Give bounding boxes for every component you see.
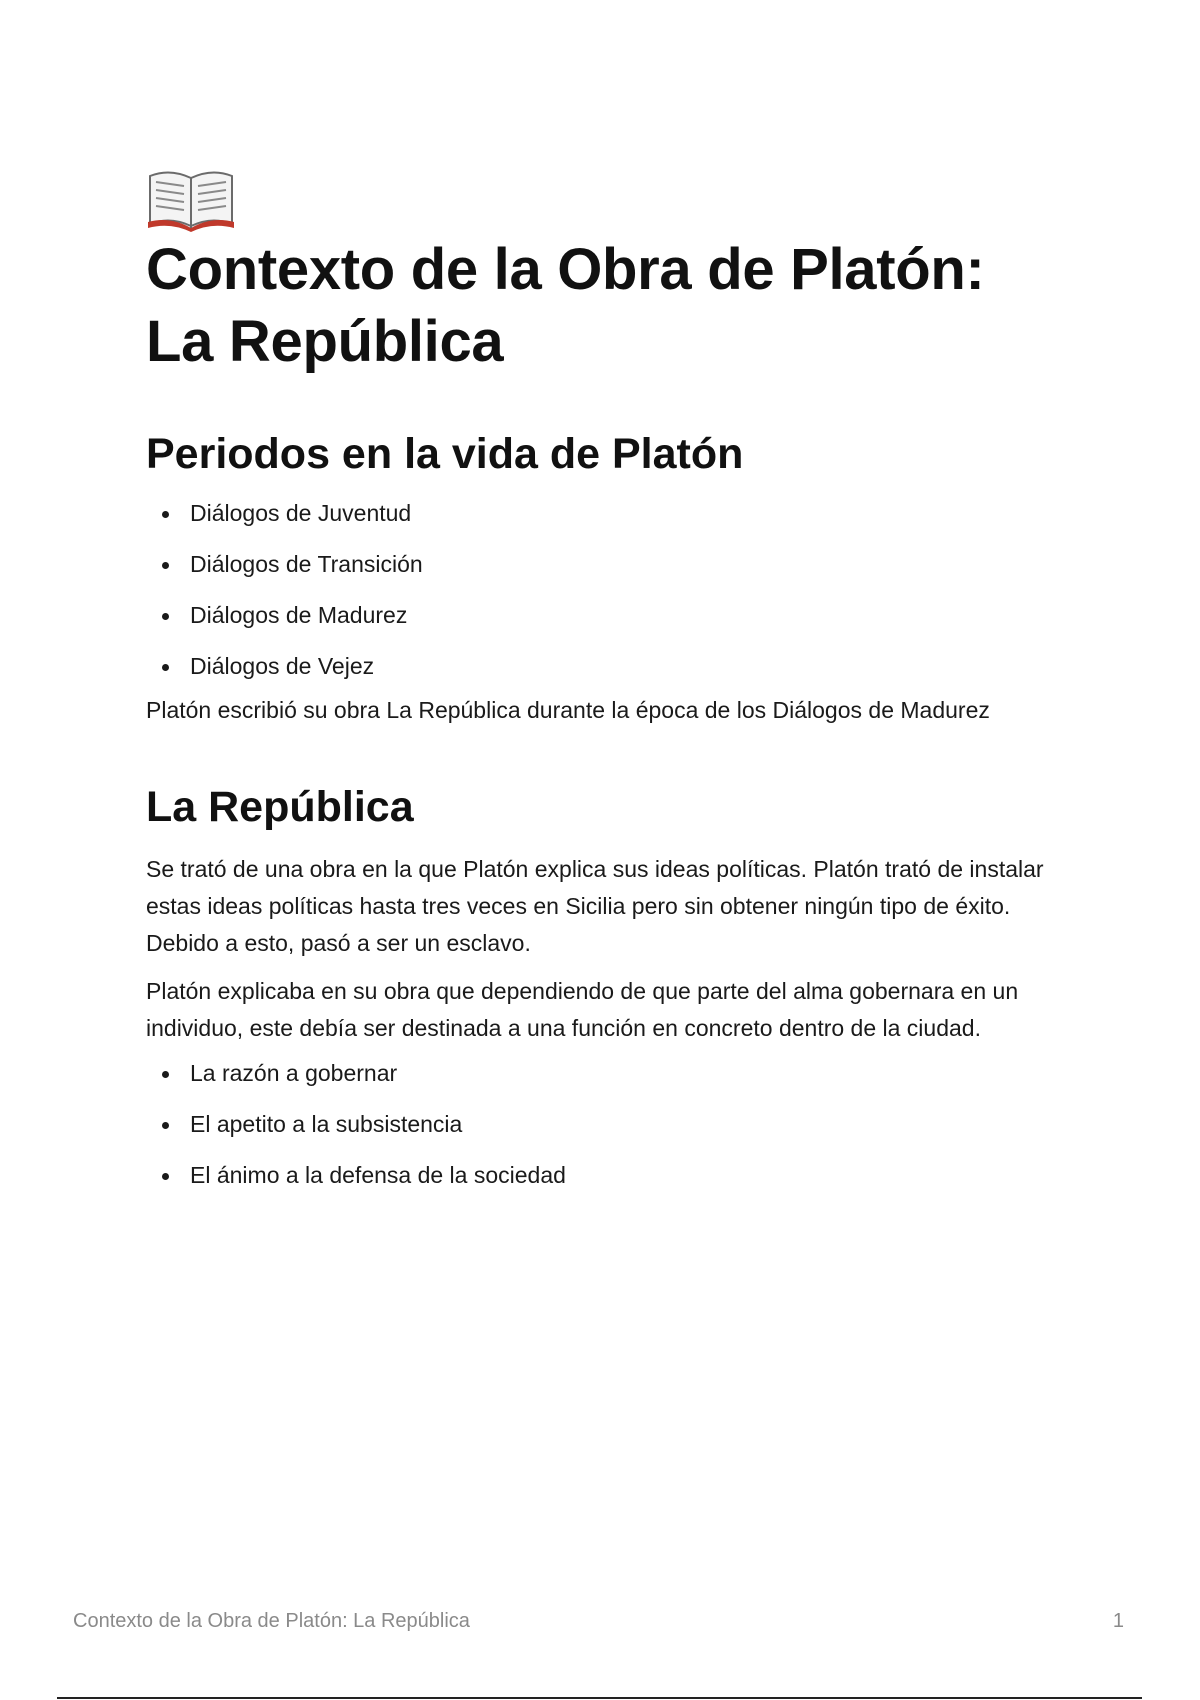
list-item: El apetito a la subsistencia [162,1109,1066,1139]
paragraph: Se trató de una obra en la que Platón explica sus ideas políticas. Platón trató de instalar estas ideas políticas hasta tres veces en Sicilia pero sin obtener ningún tipo de éxito. Debido a esto, pasó a ser un esclavo. [146,856,1044,956]
section-periodos [146,428,1066,729]
paragraph: Platón explicaba en su obra que dependiendo de que parte del alma gobernara en un individuo, este debía ser destinada a una función en concreto dentro de la ciudad. [146,978,1019,1041]
list-item: La razón a gobernar [162,1058,1066,1088]
alma-list [146,1058,1066,1190]
periodos-list [146,498,1066,681]
list-item: Diálogos de Madurez [162,600,1066,630]
footer-divider [57,1697,1142,1699]
document-page [146,160,1066,1211]
page-footer [73,1610,1124,1633]
page-title: Contexto de la Obra de Platón: La República [146,237,985,374]
section-la-republica [146,781,1066,1190]
page-number: 1 [1112,1610,1124,1632]
footer-title: Contexto de la Obra de Platón: La República [73,1610,470,1632]
section-heading: Periodos en la vida de Platón [146,430,744,478]
list-item: Diálogos de Vejez [162,651,1066,681]
section-heading: La República [146,783,414,831]
open-book-icon [146,160,236,232]
section-note: Platón escribió su obra La República durante la época de los Diálogos de Madurez [146,697,990,723]
list-item: Diálogos de Juventud [162,498,1066,528]
list-item: Diálogos de Transición [162,549,1066,579]
list-item: El ánimo a la defensa de la sociedad [162,1160,1066,1190]
